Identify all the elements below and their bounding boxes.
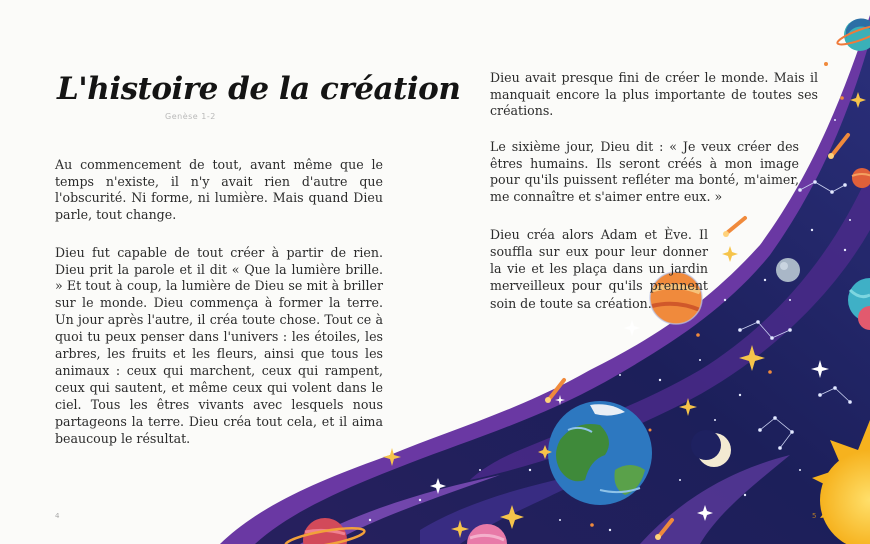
scripture-reference: Genèse 1-2 — [165, 112, 216, 121]
paragraph: Dieu fut capable de tout créer à partir de rien. Dieu prit la parole et il dit « Que la lumière brille. » Et tout à coup, la lumière de Dieu se mit à briller sur le monde. Dieu commença à former la terre. Un jour après l'autre, il créa toute chose. Tout ce à quoi tu peux penser dans l'univers : les étoiles, les arbres, les fruits et les fleurs, ainsi que tous les animaux : ceux qui marchent, ceux qui rampent, ceux qui sautent, et même ceux qui volent dans le ciel. Tous les êtres vivants avec lesquels nous partageons la terre. Dieu créa tout cela, et il aima beaucoup le résultat. — [55, 244, 383, 446]
planet-top — [836, 18, 870, 51]
paragraph: Le sixième jour, Dieu dit : « Je veux créer des êtres humains. Ils seront créés à mon image pour qu'ils puissent refléter ma bonté, m'aimer, me connaître et s'aimer entre eux. » — [490, 138, 799, 205]
paragraph: Dieu avait presque fini de créer le monde. Mais il manquait encore la plus importante de toutes ses créations. — [490, 69, 818, 119]
page-title: L'histoire de la création — [57, 70, 461, 107]
paragraph: Au commencement de tout, avant même que le temps n'existe, il n'y avait rien d'autre que l'obscurité. Ni forme, ni lumière. Mais quand Dieu parle, tout change. — [55, 156, 383, 223]
comet — [723, 218, 745, 237]
page-number-right: 5 — [812, 512, 817, 520]
paragraph: Dieu créa alors Adam et Ève. Il souffla sur eux pour leur donner la vie et les plaça dans un jardin merveilleux pour qu'ils prennent soin de toute sa création. — [490, 226, 708, 311]
page-number-left: 4 — [55, 512, 60, 520]
earth-planet — [548, 401, 652, 505]
planet-grey — [776, 258, 800, 282]
